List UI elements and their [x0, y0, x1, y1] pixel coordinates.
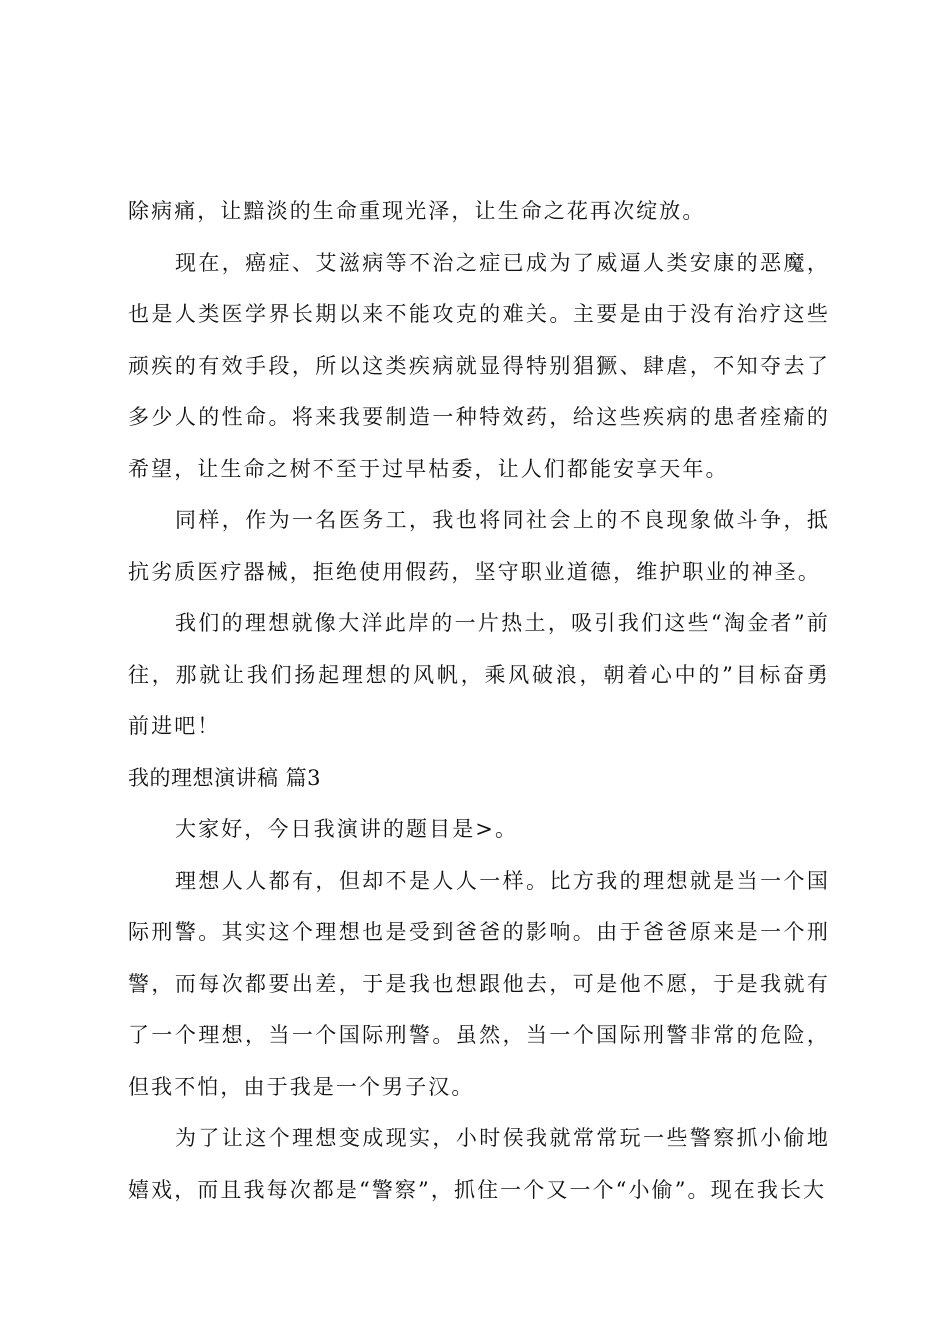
- paragraph-childhood-game: 为了让这个理想变成现实，小时侯我就常常玩一些警察抓小偷地嬉戏，而且我每次都是“警察”，抓住一个又一个“小偷”。现在我长大: [128, 1126, 830, 1202]
- paragraph-greeting: 大家好，今日我演讲的题目是>。: [175, 817, 519, 841]
- document-body: [128, 186, 830, 1216]
- paragraph-continued: 除病痛，让黯淡的生命重现光泽，让生命之花再次绽放。: [128, 199, 706, 223]
- paragraph-medical-worker: 同样，作为一名医务工，我也将同社会上的不良现象做斗争，抵抗劣质医疗器械，拒绝使用假药，坚守职业道德，维护职业的神圣。: [128, 508, 830, 584]
- paragraph-police-ideal: 理想人人都有，但却不是人人一样。比方我的理想就是当一个国际刑警。其实这个理想也是受到爸爸的影响。由于爸爸原来是一个刑警，而每次都要出差，于是我也想跟他去，可是他不愿，于是我就有了一个理想，当一个国际刑警。虽然，当一个国际刑警非常的危险，但我不怕，由于我是一个男子汉。: [128, 868, 830, 1099]
- paragraph-ideal-land: 我们的理想就像大洋此岸的一片热土，吸引我们这些“淘金者”前往，那就让我们扬起理想的风帆，乘风破浪，朝着心中的”目标奋勇前进吧！: [128, 611, 830, 738]
- paragraph-diseases: 现在，癌症、艾滋病等不治之症已成为了威逼人类安康的恶魔，也是人类医学界长期以来不能攻克的难关。主要是由于没有治疗这些顽疾的有效手段，所以这类疾病就显得特别猖獗、肆虐，不知夺去了多少人的性命。将来我要制造一种特效药，给这些疾病的患者痊瘉的希望，让生命之树不至于过早枯委，让人们都能安享天年。: [128, 250, 830, 481]
- section-heading: 我的理想演讲稿 篇3: [128, 765, 322, 790]
